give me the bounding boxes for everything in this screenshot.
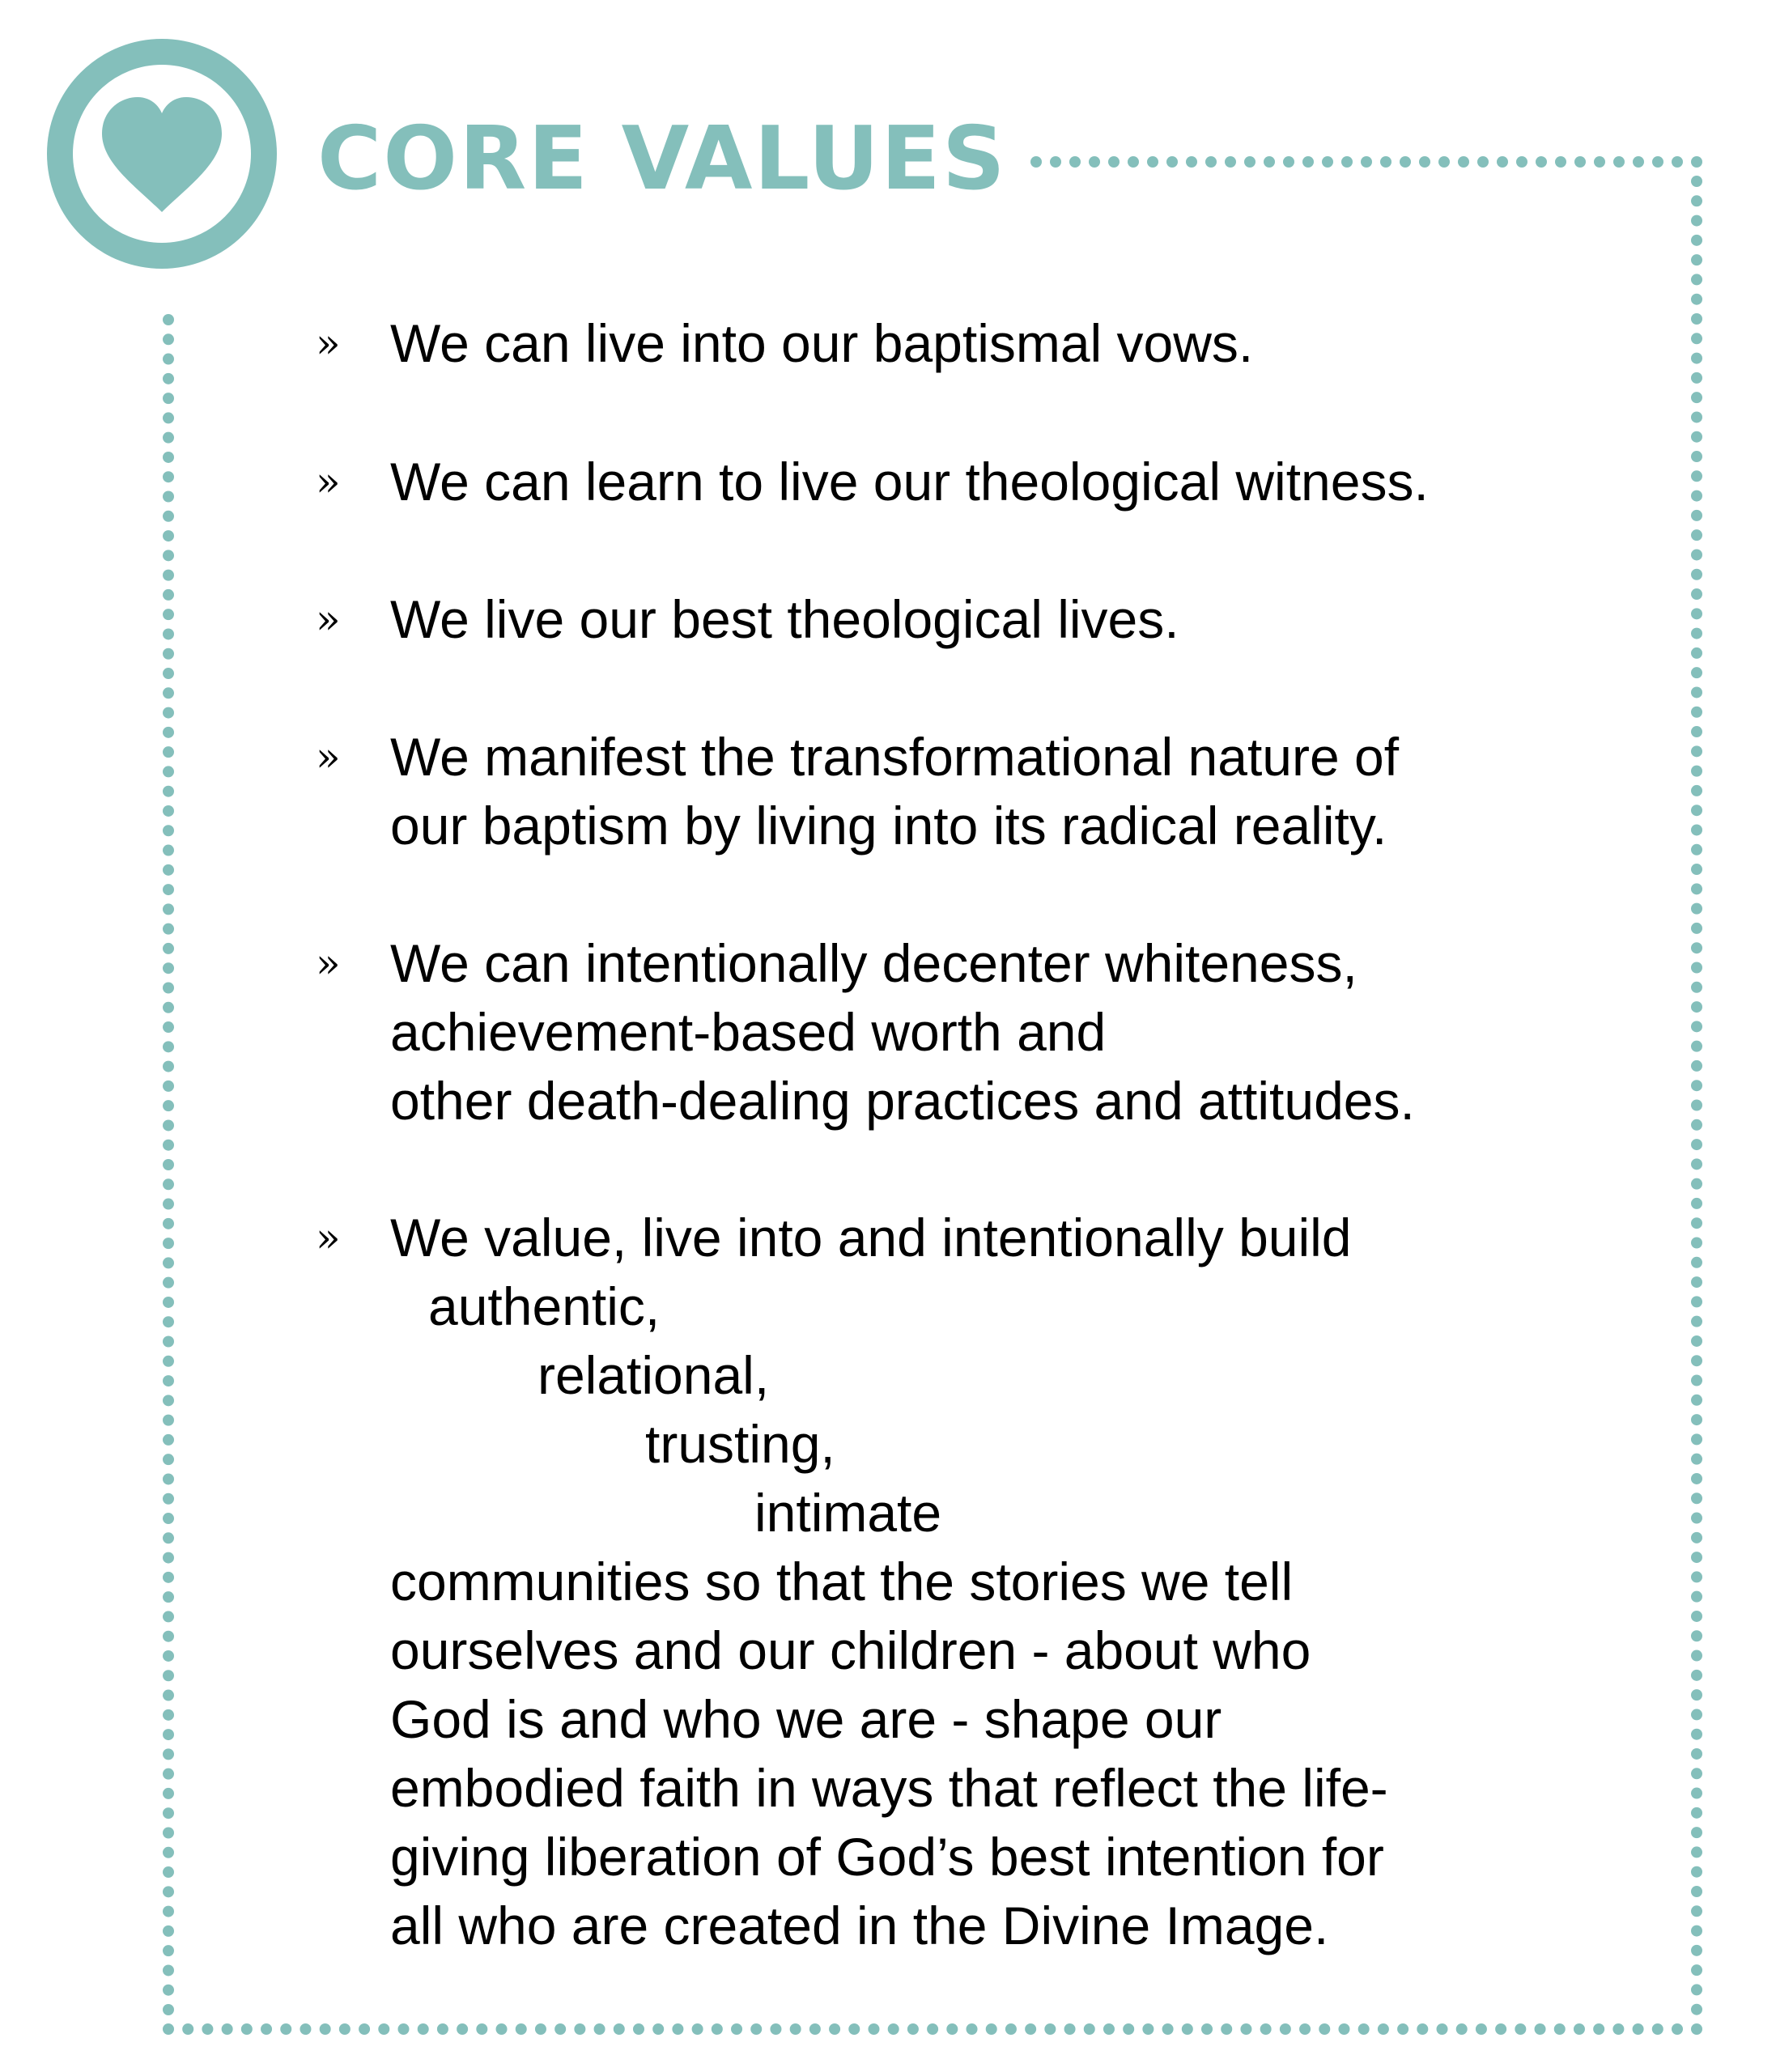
value-text-line: God is and who we are - shape our bbox=[390, 1689, 1222, 1749]
bullet-marker: » bbox=[316, 458, 341, 505]
bullet-marker: » bbox=[316, 1214, 341, 1261]
value-text-line: We manifest the transformational nature of bbox=[390, 727, 1400, 787]
value-text-line: all who are created in the Divine Image. bbox=[390, 1896, 1329, 1955]
value-text bbox=[390, 309, 1653, 378]
value-text-line: communities so that the stories we tell bbox=[390, 1552, 1294, 1611]
value-text bbox=[390, 723, 1653, 860]
value-text-line: our baptism by living into its radical reality. bbox=[390, 796, 1387, 856]
value-text-line: We live our best theological lives. bbox=[390, 589, 1179, 649]
value-text-line: embodied faith in ways that reflect the life- bbox=[390, 1758, 1388, 1818]
value-text-line: trusting, bbox=[645, 1414, 835, 1474]
page-title: CORE VALUES bbox=[317, 108, 1007, 210]
value-text-line: We can live into our baptismal vows. bbox=[390, 313, 1254, 373]
value-text bbox=[390, 448, 1653, 516]
value-text bbox=[390, 1204, 1653, 1960]
value-text-line: achievement-based worth and bbox=[390, 1002, 1107, 1062]
value-text-line: We can learn to live our theological witness. bbox=[390, 452, 1429, 512]
bullet-marker: » bbox=[316, 940, 341, 987]
bullet-marker: » bbox=[316, 733, 341, 780]
bullet-marker: » bbox=[316, 596, 341, 643]
value-text-line: intimate bbox=[754, 1483, 942, 1543]
value-text bbox=[390, 929, 1653, 1136]
value-text-line: We value, live into and intentionally build bbox=[390, 1208, 1352, 1267]
value-text-line: We can intentionally decenter whiteness, bbox=[390, 933, 1357, 993]
value-text bbox=[390, 585, 1653, 654]
value-text-line: giving liberation of God’s best intention for bbox=[390, 1827, 1384, 1887]
value-text-line: authentic, bbox=[428, 1276, 661, 1336]
bullet-marker: » bbox=[316, 320, 341, 367]
value-text-line: ourselves and our children - about who bbox=[390, 1620, 1311, 1680]
value-text-line: relational, bbox=[537, 1345, 770, 1405]
value-text-line: other death-dealing practices and attitudes. bbox=[390, 1071, 1415, 1131]
